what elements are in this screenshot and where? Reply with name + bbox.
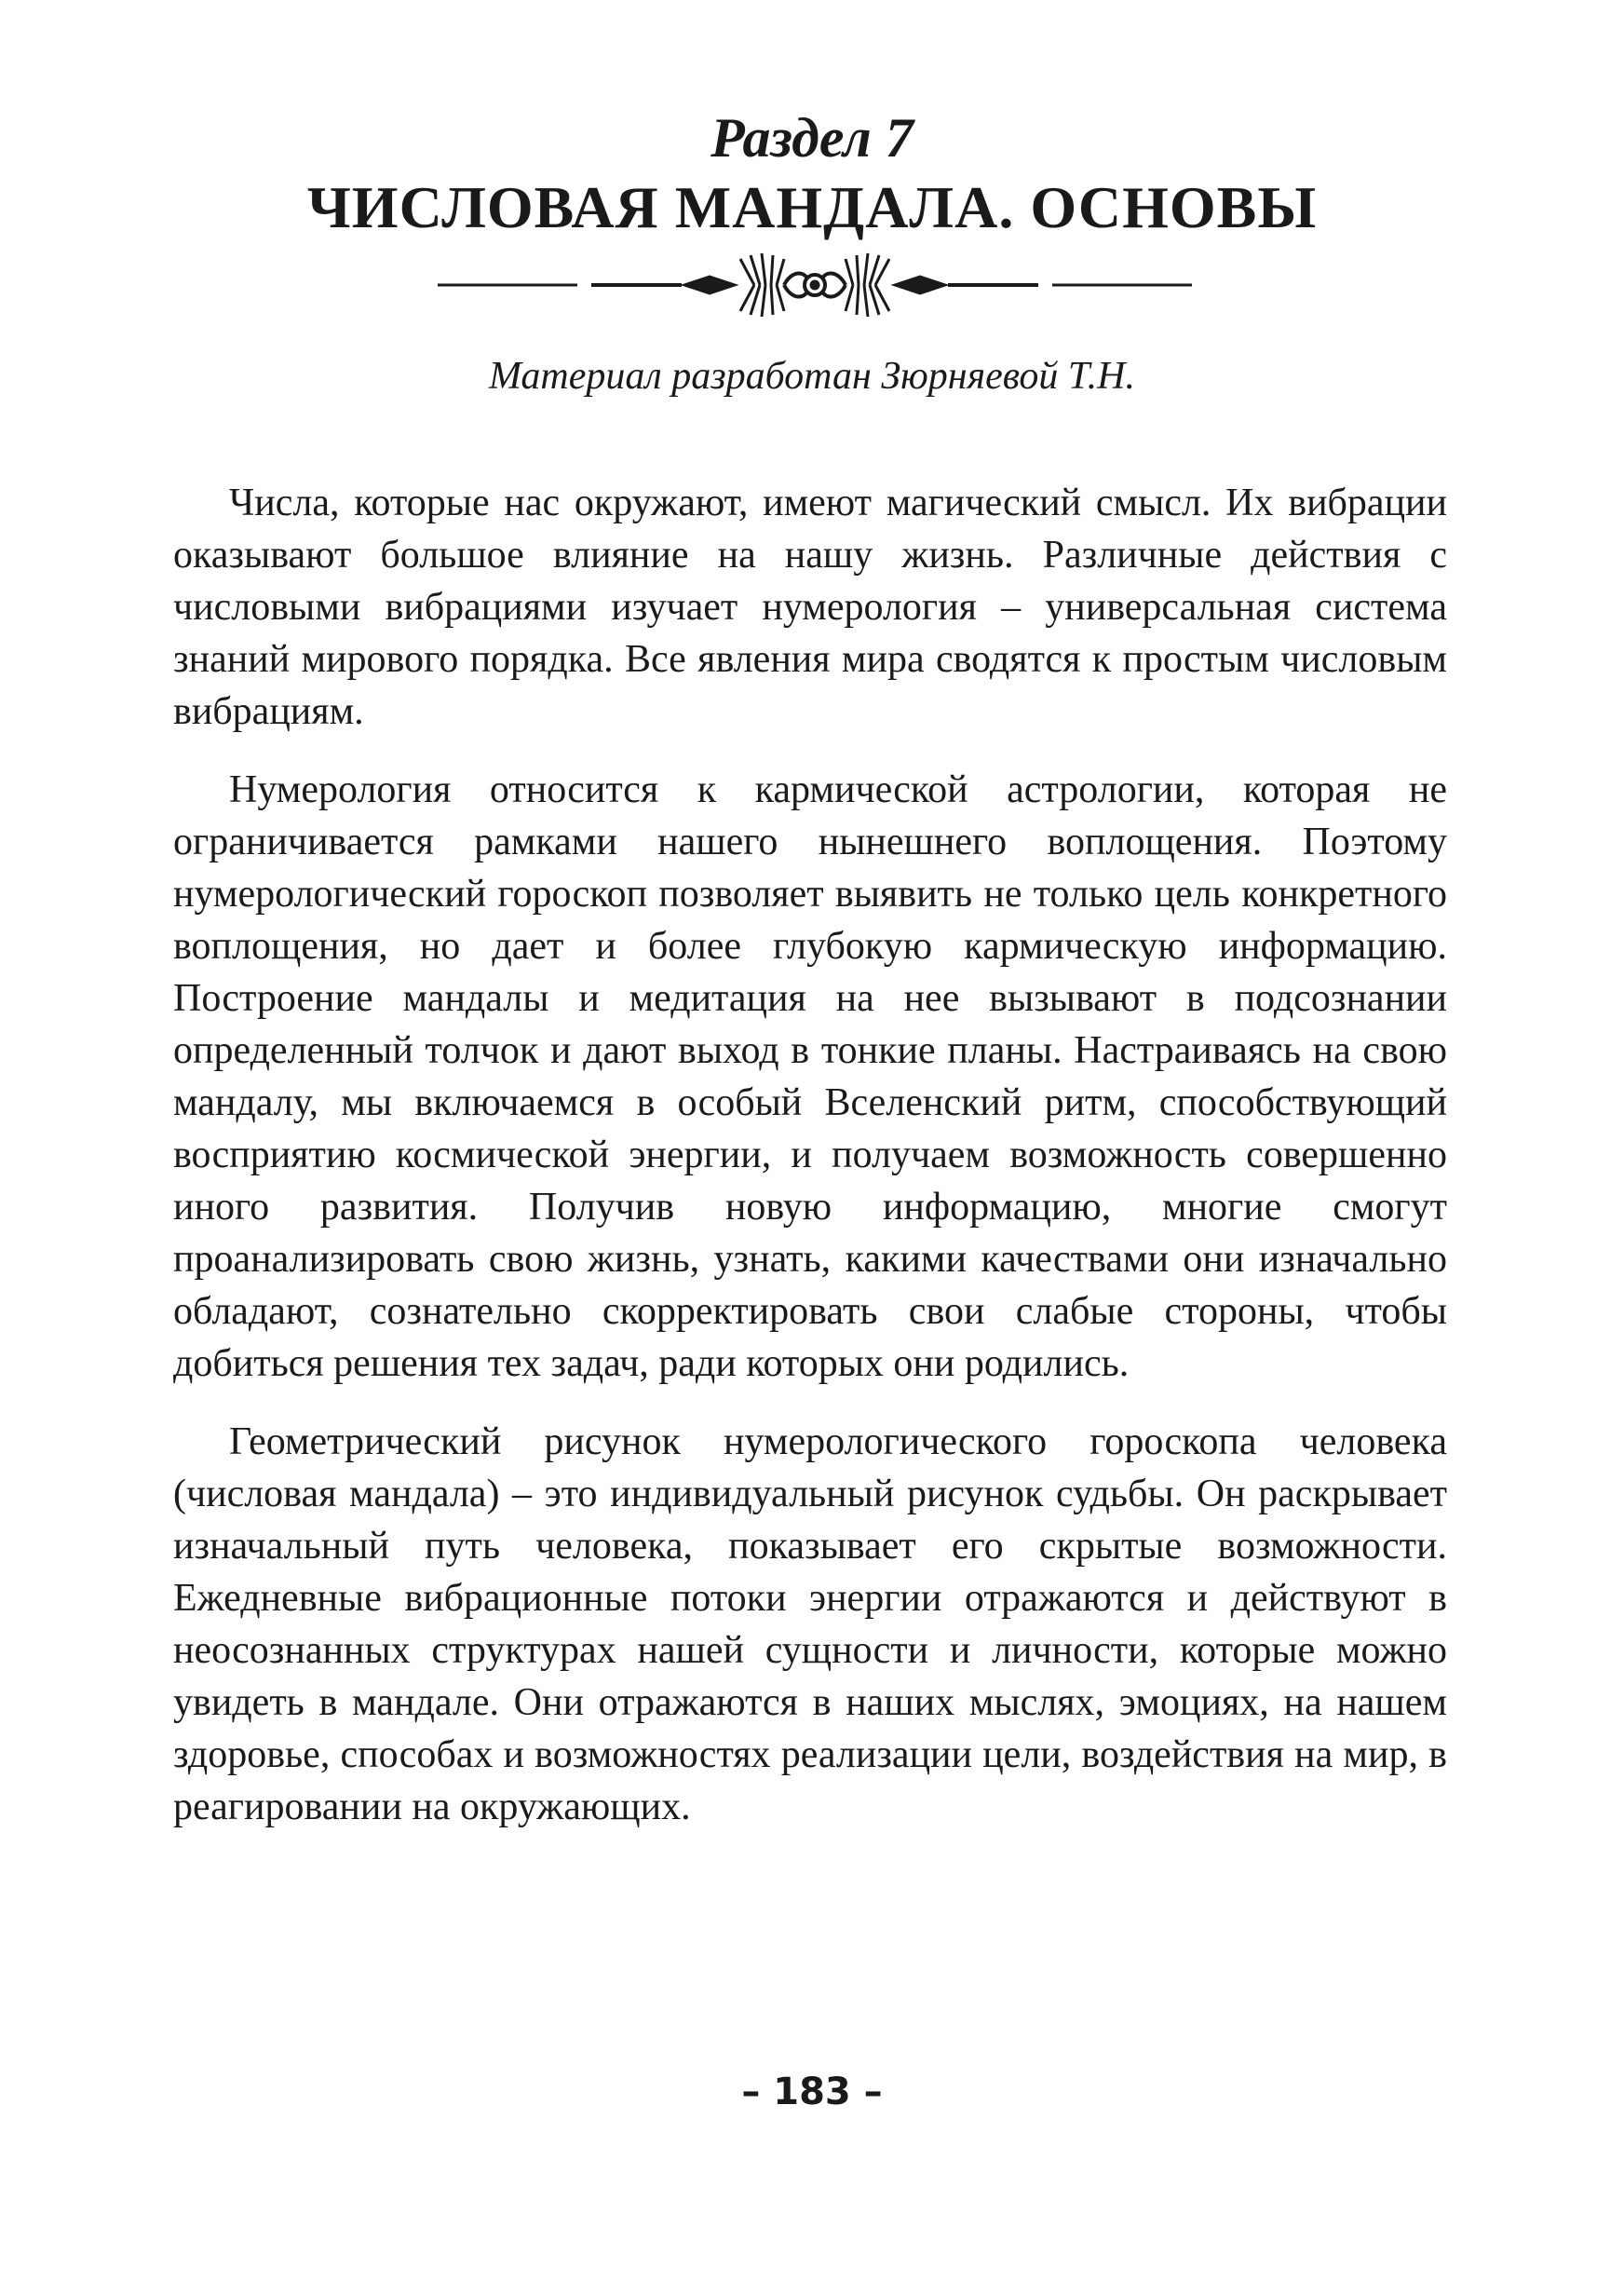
paragraph-3: Геометрический рисунок нумерологического гороскопа человека (числовая мандала) – это индивидуальный рисунок судьбы. Он раскрывает изначальный путь человека, показывает его скрытые возможности. Ежедневные вибрационные потоки энергии отражаются и действуют в неосознанных структурах нашей сущности и личности, которые можно увидеть в мандале. Они отражаются в наших мыслях, эмоциях, на нашем здоровье, способах и возможностях реализации цели, воздействия на мир, в реагировании на окружающих. — [173, 1420, 1447, 1828]
body-text — [173, 477, 1447, 1859]
author-note: Материал разработан Зюрняевой Т.Н. — [489, 355, 1135, 398]
section-label: Раздел 7 — [710, 107, 914, 169]
page-number: – 183 – — [741, 2071, 883, 2113]
chapter-title: ЧИСЛОВАЯ МАНДАЛА. ОСНОВЫ — [306, 174, 1318, 240]
paragraph-1: Числа, которые нас окружают, имеют магический смысл. Их вибрации оказывают большое влияние на нашу жизнь. Различные действия с числовыми вибрациями изучает нумерология – универсальная система знаний мирового порядка. Все явления мира сводятся к простым числовым вибрациям. — [173, 482, 1447, 733]
paragraph-2: Нумерология относится к кармической астрологии, которая не ограничивается рамками нашего нынешнего воплощения. Поэтому нумерологический гороскоп позволяет выявить не только цель конкретного воплощения, но дает и более глубокую кармическую информацию. Построение мандалы и медитация на нее вызывают в подсознании определенный толчок и дают выход в тонкие планы. Настраиваясь на свою мандалу, мы включаемся в особый Вселенский ритм, способствующий восприятию космической энергии, и получаем возможность совершенно иного развития. Получив новую информацию, многие смогут проанализировать свою жизнь, узнать, какими качествами они изначально обладают, сознательно скорректировать свои слабые стороны, чтобы добиться решения тех задач, ради которых они родились. — [173, 768, 1447, 1385]
floral-divider-icon — [438, 251, 1192, 317]
